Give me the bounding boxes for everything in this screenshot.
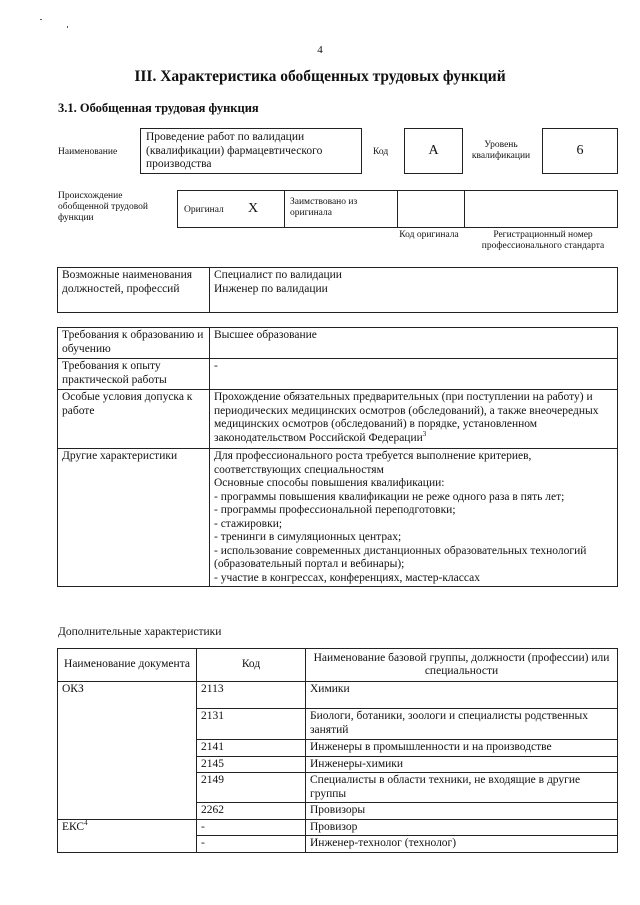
requirements-table [57,327,618,587]
cell-divider [464,190,465,228]
req-label: Особые условия допуска к работе [58,390,210,449]
section-title: III. Характеристика обобщенных трудовых функций [134,68,506,85]
other-item: - стажировки; [214,517,283,530]
req-value: - [210,359,618,390]
header-code: Код [197,649,306,682]
code-cell: 2113 [197,682,306,709]
header-document: Наименование документа [58,649,197,682]
eks-label-cell [58,819,197,852]
table-row [58,390,618,449]
cell-divider [284,190,285,228]
page-number: 4 [317,44,323,56]
name-cell: Инженер-технолог (технолог) [306,836,618,853]
name-cell: Биологи, ботаники, зоологи и специалисты родственных занятий [306,709,618,740]
table-row [58,449,618,587]
name-cell: Провизоры [306,803,618,820]
table-row [58,268,618,313]
position-item: Специалист по валидации [214,269,342,281]
function-name-value: Проведение работ по валидации (квалификации) фармацевтического производства [146,131,323,170]
code-cell: 2145 [197,756,306,773]
footnote-marker: 3 [422,429,427,438]
header-name: Наименование базовой группы, должности (профессии) или специальности [306,649,618,682]
name-label: Наименование [58,147,118,157]
name-cell: Провизор [306,819,618,836]
other-cell [210,449,618,587]
name-cell: Специалисты в области техники, не входящие в другие группы [306,773,618,803]
other-item: Основные способы повышения квалификации: [214,477,445,489]
original-mark: Х [248,201,259,216]
origin-label: Происхождение обобщенной трудовой функции [58,191,148,223]
level-label: Уровень квалификации [471,140,531,161]
other-item: - использование современных дистанционных образовательных технологий (образовательный портал и вебинары); [214,544,587,570]
position-item: Инженер по валидации [214,282,328,295]
other-item: - программы повышения квалификации не реже одного раза в пять лет; [214,490,565,503]
original-label: Оригинал [184,205,224,215]
table-row [58,328,618,359]
reg-number-caption: Регистрационный номер профессионального стандарта [481,230,605,251]
positions-cell [210,268,618,313]
cell-divider [397,190,398,228]
other-item: - программы профессиональной переподготовки; [214,504,456,516]
scan-speck [40,19,42,20]
table-row [58,819,618,836]
positions-table [57,267,618,313]
code-original-caption: Код оригинала [399,230,459,240]
table-row [58,359,618,390]
additional-table [57,648,618,853]
req-value: Прохождение обязательных предварительных (при поступлении на работу) и периодических медицинских осмотров (обследований), а также внеочередных медицинских осмотров (обследований) в порядке, установленном законодательством Российской Федерации [214,391,599,444]
code-cell: - [197,836,306,853]
subsection-title: 3.1. Обобщенная трудовая функция [58,101,259,115]
eks-label: ЕКС [62,820,85,833]
other-item: Для профессионального роста требуется выполнение критериев, соответствующих специальностям [214,450,532,476]
positions-label: Возможные наименования должностей, профессий [58,268,210,313]
other-item: - тренинги в симуляционных центрах; [214,531,402,543]
code-value-box [404,128,463,174]
origin-table [177,190,618,228]
name-cell: Инженеры в промышленности и на производстве [306,740,618,757]
table-row [58,682,618,709]
name-cell: Инженеры-химики [306,756,618,773]
table-header-row [58,649,618,682]
req-label: Требования к опыту практической работы [58,359,210,390]
req-label: Требования к образованию и обучению [58,328,210,359]
code-label: Код [373,147,389,157]
code-cell: 2141 [197,740,306,757]
code-cell: 2149 [197,773,306,803]
scan-speck [67,26,68,28]
borrowed-label: Заимствовано из оригинала [290,197,358,218]
level-value-box [542,128,618,174]
other-label: Другие характеристики [58,449,210,587]
code-value: А [428,143,439,158]
name-cell: Химики [306,682,618,709]
req-value-cell [210,390,618,449]
additional-title: Дополнительные характеристики [58,626,222,638]
okz-label: ОКЗ [58,682,197,820]
other-item: - участие в конгрессах, конференциях, мастер-классах [214,571,480,584]
code-cell: - [197,819,306,836]
code-cell: 2262 [197,803,306,820]
level-value: 6 [576,143,584,158]
function-name-box [140,128,362,174]
footnote-marker: 4 [84,818,88,827]
req-value: Высшее образование [210,328,618,359]
code-cell: 2131 [197,709,306,740]
